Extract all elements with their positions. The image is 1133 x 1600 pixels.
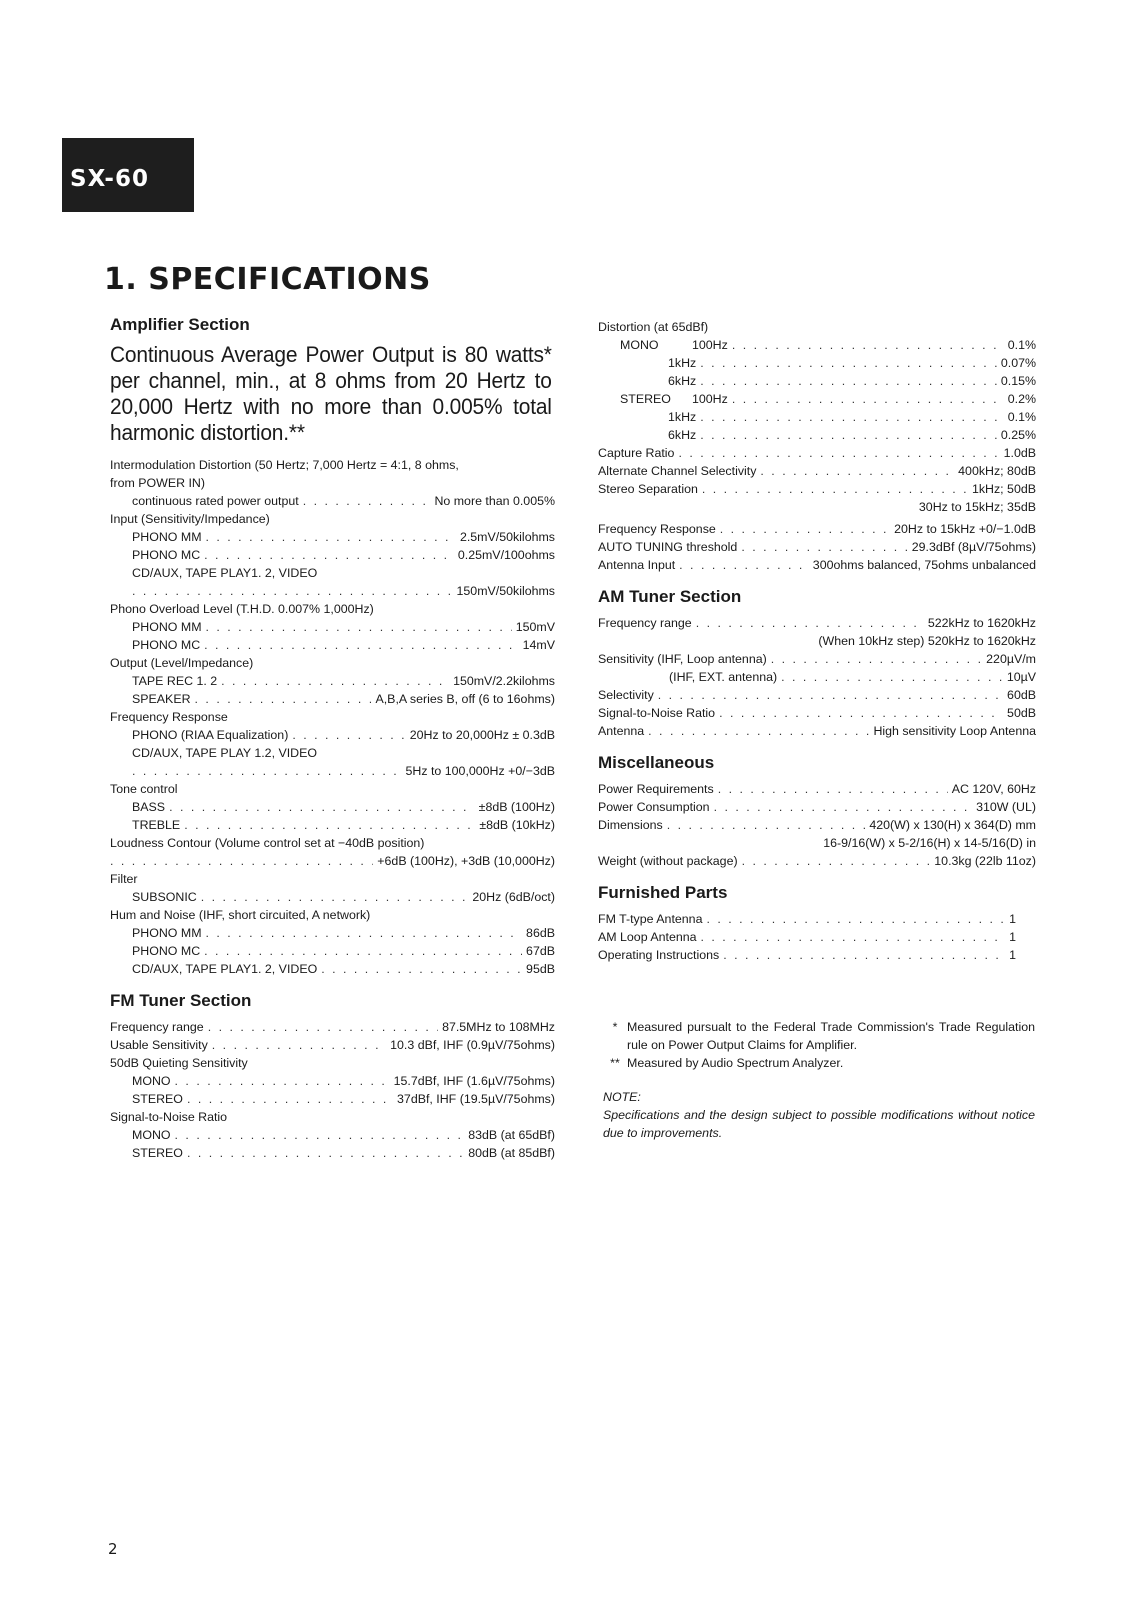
spec-label: Capture Ratio (598, 446, 675, 460)
spec-value: 10.3 dBf, IHF (0.9µV/75ohms) (390, 1038, 555, 1052)
spec-row (598, 650, 1036, 668)
spec-value: 67dB (526, 944, 555, 958)
spec-label: SPEAKER (132, 692, 191, 706)
spec-label: Power Requirements (598, 782, 714, 796)
spec-row (110, 636, 555, 654)
spec-row (110, 942, 555, 960)
spec-row (110, 762, 555, 780)
footnote-text: Measured by Audio Spectrum Analyzer. (627, 1056, 844, 1070)
spec-row (110, 1072, 555, 1090)
spec-label: Frequency Response (598, 522, 716, 536)
spec-label: PHONO MC (132, 548, 201, 562)
spec-row (598, 722, 1036, 740)
spec-row (110, 1144, 555, 1162)
spec-label: Antenna (598, 724, 645, 738)
spec-row (598, 910, 1036, 928)
note-text: Specifications and the design subject to possible modifications without notice due to improvements. (603, 1108, 1035, 1140)
spec-heading: from POWER IN) (110, 476, 205, 490)
spec-row (110, 1018, 555, 1036)
page-title: 1. SPECIFICATIONS (104, 262, 431, 297)
spec-row (598, 668, 1036, 686)
spec-label: PHONO MM (132, 530, 202, 544)
spec-label: AUTO TUNING threshold (598, 540, 738, 554)
spec-heading: Phono Overload Level (T.H.D. 0.007% 1,000Hz) (110, 602, 374, 616)
spec-row (110, 1126, 555, 1144)
spec-row (110, 690, 555, 708)
spec-label: Sensitivity (IHF, Loop antenna) (598, 652, 767, 666)
spec-label: STEREO (132, 1146, 183, 1160)
spec-value: 10.3kg (22lb 11oz) (934, 854, 1036, 868)
amplifier-section-title: Amplifier Section (110, 315, 250, 334)
note (603, 1088, 1035, 1142)
spec-value: High sensitivity Loop Antenna (873, 724, 1036, 738)
spec-label: Selectivity (598, 688, 654, 702)
spec-value: 5Hz to 100,000Hz +0/−3dB (405, 764, 555, 778)
spec-row (598, 816, 1036, 834)
spec-value: 10µV (1006, 670, 1036, 684)
spec-value: 150mV/2.2kilohms (453, 674, 555, 688)
spec-row (598, 408, 1036, 426)
spec-value: 220µV/m (986, 652, 1036, 666)
spec-label: Power Consumption (598, 800, 710, 814)
spec-row (598, 480, 1036, 498)
spec-value: 1kHz; 50dB (971, 482, 1036, 496)
note-title: NOTE: (603, 1090, 641, 1104)
spec-heading: Input (Sensitivity/Impedance) (110, 512, 270, 526)
spec-label: PHONO MC (132, 638, 201, 652)
footnote-text: Measured pursualt to the Federal Trade Commission's Trade Regulation rule on Power Output Claims for Amplifier. (627, 1020, 1035, 1052)
spec-heading: Intermodulation Distortion (50 Hertz; 7,000 Hertz = 4:1, 8 ohms, (110, 458, 459, 472)
spec-value: 400kHz; 80dB (958, 464, 1036, 478)
spec-value: 150mV (515, 620, 555, 634)
spec-value: 29.3dBf (8µV/75ohms) (911, 540, 1036, 554)
spec-row (598, 556, 1036, 574)
spec-label: 100Hz (692, 338, 728, 352)
spec-value: 86dB (526, 926, 555, 940)
spec-value: No more than 0.005% (434, 494, 555, 508)
spec-row (110, 1090, 555, 1108)
spec-label: BASS (132, 800, 166, 814)
spec-value: 150mV/50kilohms (456, 584, 555, 598)
spec-label: Antenna Input (598, 558, 676, 572)
spec-label: MONO (620, 338, 659, 352)
spec-value: 30Hz to 15kHz; 35dB (918, 500, 1036, 514)
am-section-title: AM Tuner Section (598, 587, 742, 606)
spec-label: PHONO MC (132, 944, 201, 958)
spec-label: FM T-type Antenna (598, 912, 703, 926)
spec-row (598, 426, 1036, 444)
spec-value: (When 10kHz step) 520kHz to 1620kHz (818, 634, 1036, 648)
spec-value: ±8dB (10kHz) (479, 818, 555, 832)
spec-row (598, 516, 1036, 538)
spec-row (598, 852, 1036, 870)
spec-value: 310W (UL) (976, 800, 1036, 814)
spec-value: 0.25% (1000, 428, 1036, 442)
spec-row (110, 546, 555, 564)
footnote (603, 1018, 1035, 1054)
spec-row (110, 672, 555, 690)
spec-label: SUBSONIC (132, 890, 197, 904)
spec-row (598, 946, 1036, 964)
spec-value: A,B,A series B, off (6 to 16ohms) (375, 692, 555, 706)
spec-heading: Loudness Contour (Volume control set at −40dB position) (110, 836, 425, 850)
spec-heading: Tone control (110, 782, 178, 796)
model-badge: SX-60 (62, 138, 194, 212)
spec-label: 6kHz (668, 428, 697, 442)
spec-value: 0.2% (1007, 392, 1036, 406)
spec-value: 83dB (at 65dBf) (468, 1128, 555, 1142)
spec-label: MONO (132, 1074, 171, 1088)
footnotes (603, 1018, 1035, 1142)
spec-label: 1kHz (668, 410, 697, 424)
spec-value: 2.5mV/50kilohms (459, 530, 555, 544)
spec-row (598, 798, 1036, 816)
footnote-marker: ** (610, 1056, 620, 1070)
left-column (110, 315, 555, 1162)
spec-label: STEREO (620, 392, 671, 406)
spec-label: 100Hz (692, 392, 728, 406)
spec-label: PHONO (RIAA Equalization) (132, 728, 289, 742)
spec-row (598, 372, 1036, 390)
spec-value: 37dBf, IHF (19.5µV/75ohms) (397, 1092, 555, 1106)
spec-value: 420(W) x 130(H) x 364(D) mm (869, 818, 1036, 832)
spec-label: CD/AUX, TAPE PLAY1. 2, VIDEO (132, 962, 318, 976)
spec-value: 300ohms balanced, 75ohms unbalanced (812, 558, 1036, 572)
spec-value: 60dB (1007, 688, 1036, 702)
spec-value: AC 120V, 60Hz (951, 782, 1036, 796)
spec-row (110, 528, 555, 546)
spec-heading: 50dB Quieting Sensitivity (110, 1056, 248, 1070)
spec-value: 14mV (522, 638, 555, 652)
parts-section-title: Furnished Parts (598, 883, 728, 902)
spec-value: 20Hz (6dB/oct) (472, 890, 555, 904)
spec-label: Frequency range (598, 616, 692, 630)
spec-label: Frequency range (110, 1020, 204, 1034)
spec-label: TREBLE (132, 818, 181, 832)
spec-row (110, 798, 555, 816)
spec-value: 50dB (1007, 706, 1036, 720)
spec-value: 80dB (at 85dBf) (468, 1146, 555, 1160)
spec-value: 1 (1009, 948, 1016, 962)
spec-label: PHONO MM (132, 926, 202, 940)
spec-row (110, 816, 555, 834)
spec-value: 16-9/16(W) x 5-2/16(H) x 14-5/16(D) in (823, 836, 1036, 850)
spec-value: 1 (1009, 930, 1016, 944)
power-output-statement: Continuous Average Power Output is 80 watts* per channel, min., at 8 ohms from 20 Hertz to 20,000 Hertz with no more than 0.005% total harmonic distortion.** (110, 342, 552, 445)
spec-row (110, 852, 555, 870)
spec-value: +6dB (100Hz), +3dB (10,000Hz) (377, 854, 555, 868)
spec-row (598, 444, 1036, 462)
spec-label: Operating Instructions (598, 948, 720, 962)
spec-value: 95dB (526, 962, 555, 976)
spec-row (110, 726, 555, 744)
spec-label: Usable Sensitivity (110, 1038, 208, 1052)
spec-value: 0.1% (1007, 338, 1036, 352)
spec-row (598, 390, 1036, 408)
spec-row (598, 538, 1036, 556)
spec-label: 6kHz (668, 374, 697, 388)
spec-value: 522kHz to 1620kHz (927, 616, 1036, 630)
spec-heading: Filter (110, 872, 138, 886)
spec-label: continuous rated power output (132, 494, 299, 508)
spec-heading: Distortion (at 65dBf) (598, 320, 709, 334)
spec-label: Stereo Separation (598, 482, 698, 496)
spec-value: 20Hz to 15kHz +0/−1.0dB (894, 522, 1036, 536)
spec-row (598, 686, 1036, 704)
spec-row (598, 354, 1036, 372)
spec-row (598, 780, 1036, 798)
spec-label: STEREO (132, 1092, 183, 1106)
spec-heading: Output (Level/Impedance) (110, 656, 254, 670)
spec-value: 15.7dBf, IHF (1.6µV/75ohms) (393, 1074, 555, 1088)
spec-row (598, 336, 1036, 354)
spec-row (110, 1036, 555, 1054)
spec-label: MONO (132, 1128, 171, 1142)
spec-label: Dimensions (598, 818, 663, 832)
right-column (598, 318, 1036, 964)
spec-label: 1kHz (668, 356, 697, 370)
spec-value: 1 (1009, 912, 1016, 926)
spec-value: 87.5MHz to 108MHz (442, 1020, 555, 1034)
spec-row (110, 960, 555, 978)
spec-label: TAPE REC 1. 2 (132, 674, 218, 688)
spec-label: (IHF, EXT. antenna) (669, 670, 778, 684)
spec-row (598, 704, 1036, 722)
spec-row (598, 928, 1036, 946)
spec-label: Alternate Channel Selectivity (598, 464, 757, 478)
spec-row (598, 462, 1036, 480)
spec-value: 0.15% (1000, 374, 1036, 388)
misc-section-title: Miscellaneous (598, 753, 715, 772)
spec-row (598, 614, 1036, 632)
spec-label: CD/AUX, TAPE PLAY 1.2, VIDEO (132, 746, 318, 760)
spec-row (110, 618, 555, 636)
spec-label: PHONO MM (132, 620, 202, 634)
spec-heading: Frequency Response (110, 710, 228, 724)
spec-row (110, 924, 555, 942)
spec-label: CD/AUX, TAPE PLAY1. 2, VIDEO (132, 566, 318, 580)
spec-value: 20Hz to 20,000Hz ± 0.3dB (409, 728, 555, 742)
spec-value: 0.07% (1000, 356, 1036, 370)
spec-label: Weight (without package) (598, 854, 738, 868)
spec-row (110, 492, 555, 510)
fm-section-title: FM Tuner Section (110, 991, 252, 1010)
spec-value: ±8dB (100Hz) (478, 800, 555, 814)
footnote (603, 1054, 1035, 1072)
spec-row (110, 888, 555, 906)
spec-heading: Hum and Noise (IHF, short circuited, A network) (110, 908, 371, 922)
spec-label: Signal-to-Noise Ratio (598, 706, 716, 720)
spec-label: AM Loop Antenna (598, 930, 697, 944)
spec-value: 1.0dB (1003, 446, 1036, 460)
page-number: 2 (108, 1540, 118, 1558)
footnote-marker: * (612, 1020, 618, 1034)
spec-row (110, 582, 555, 600)
spec-value: 0.1% (1007, 410, 1036, 424)
spec-heading: Signal-to-Noise Ratio (110, 1110, 228, 1124)
spec-value: 0.25mV/100ohms (457, 548, 555, 562)
